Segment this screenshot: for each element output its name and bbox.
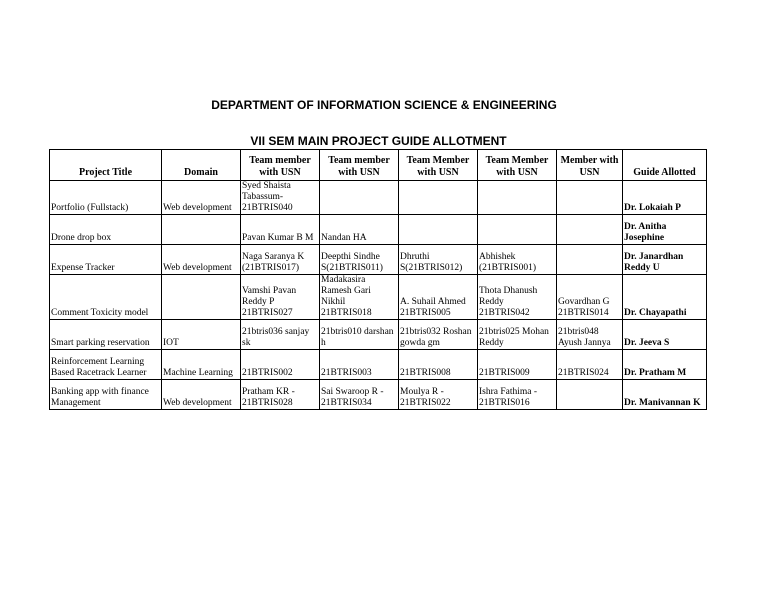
member-cell: Madakasira Ramesh Gari Nikhil 21BTRIS018 xyxy=(320,275,399,320)
member-cell: 21BTRIS003 xyxy=(320,350,399,380)
header-row xyxy=(50,150,707,181)
project-title-cell: Banking app with finance Management xyxy=(50,380,162,410)
member-cell xyxy=(478,215,557,245)
table-row xyxy=(50,350,707,380)
member-cell: Ishra Fathima - 21BTRIS016 xyxy=(478,380,557,410)
member-cell: 21BTRIS008 xyxy=(399,350,478,380)
guide-cell: Dr. Chayapathi xyxy=(623,275,707,320)
member-cell: 21BTRIS002 xyxy=(241,350,320,380)
member-cell: Dhruthi S(21BTRIS012) xyxy=(399,245,478,275)
column-header-member-2: Team member with USN xyxy=(320,150,399,181)
column-header-member-4: Team Member with USN xyxy=(478,150,557,181)
table-row xyxy=(50,245,707,275)
member-cell: 21btris036 sanjay sk xyxy=(241,320,320,350)
guide-allotment-table xyxy=(49,149,707,410)
table-row xyxy=(50,320,707,350)
member-cell xyxy=(557,181,623,215)
table-row xyxy=(50,380,707,410)
member-cell: 21btris048 Ayush Jannya xyxy=(557,320,623,350)
project-title-cell: Comment Toxicity model xyxy=(50,275,162,320)
member-cell: Nandan HA xyxy=(320,215,399,245)
project-title-cell: Portfolio (Fullstack) xyxy=(50,181,162,215)
domain-cell: Web development xyxy=(162,245,241,275)
domain-cell xyxy=(162,275,241,320)
guide-cell: Dr. Jeeva S xyxy=(623,320,707,350)
guide-cell: Dr. Lokaiah P xyxy=(623,181,707,215)
column-header-guide: Guide Allotted xyxy=(623,150,707,181)
member-cell: A. Suhail Ahmed 21BTRIS005 xyxy=(399,275,478,320)
member-cell xyxy=(557,380,623,410)
member-cell: 21BTRIS024 xyxy=(557,350,623,380)
guide-cell: Dr. Pratham M xyxy=(623,350,707,380)
project-title-cell: Smart parking reservation xyxy=(50,320,162,350)
member-cell: Pavan Kumar B M xyxy=(241,215,320,245)
member-cell: Deepthi Sindhe S(21BTRIS011) xyxy=(320,245,399,275)
table-row xyxy=(50,275,707,320)
member-cell: Syed Shaista Tabassum-21BTRIS040 xyxy=(241,181,320,215)
member-cell xyxy=(557,215,623,245)
project-title-cell: Expense Tracker xyxy=(50,245,162,275)
member-cell xyxy=(478,181,557,215)
member-cell xyxy=(399,215,478,245)
project-title-cell: Reinforcement Learning Based Racetrack Learner xyxy=(50,350,162,380)
member-cell: 21BTRIS009 xyxy=(478,350,557,380)
member-cell xyxy=(320,181,399,215)
member-cell: Govardhan G 21BTRIS014 xyxy=(557,275,623,320)
member-cell: Pratham KR - 21BTRIS028 xyxy=(241,380,320,410)
guide-cell: Dr. Manivannan K xyxy=(623,380,707,410)
guide-cell: Dr. Anitha Josephine xyxy=(623,215,707,245)
allotment-subheading: VII SEM MAIN PROJECT GUIDE ALLOTMENT xyxy=(250,134,507,148)
department-heading: DEPARTMENT OF INFORMATION SCIENCE & ENGINEERING xyxy=(211,98,557,112)
member-cell: 21btris025 Mohan Reddy xyxy=(478,320,557,350)
domain-cell: Web development xyxy=(162,181,241,215)
column-header-member-5: Member with USN xyxy=(557,150,623,181)
domain-cell: IOT xyxy=(162,320,241,350)
member-cell: Thota Dhanush Reddy 21BTRIS042 xyxy=(478,275,557,320)
member-cell xyxy=(557,245,623,275)
member-cell xyxy=(399,181,478,215)
table-row xyxy=(50,215,707,245)
domain-cell xyxy=(162,215,241,245)
domain-cell: Web development xyxy=(162,380,241,410)
guide-cell: Dr. Janardhan Reddy U xyxy=(623,245,707,275)
member-cell: Abhishek (21BTRIS001) xyxy=(478,245,557,275)
column-header-domain: Domain xyxy=(162,150,241,181)
column-header-project-title: Project Title xyxy=(50,150,162,181)
member-cell: Naga Saranya K (21BTRIS017) xyxy=(241,245,320,275)
column-header-member-1: Team member with USN xyxy=(241,150,320,181)
column-header-member-3: Team Member with USN xyxy=(399,150,478,181)
table-row xyxy=(50,181,707,215)
member-cell: 21btris010 darshan h xyxy=(320,320,399,350)
member-cell: Vamshi Pavan Reddy P 21BTRIS027 xyxy=(241,275,320,320)
member-cell: Sai Swaroop R - 21BTRIS034 xyxy=(320,380,399,410)
member-cell: 21btris032 Roshan gowda gm xyxy=(399,320,478,350)
project-title-cell: Drone drop box xyxy=(50,215,162,245)
domain-cell: Machine Learning xyxy=(162,350,241,380)
member-cell: Moulya R - 21BTRIS022 xyxy=(399,380,478,410)
